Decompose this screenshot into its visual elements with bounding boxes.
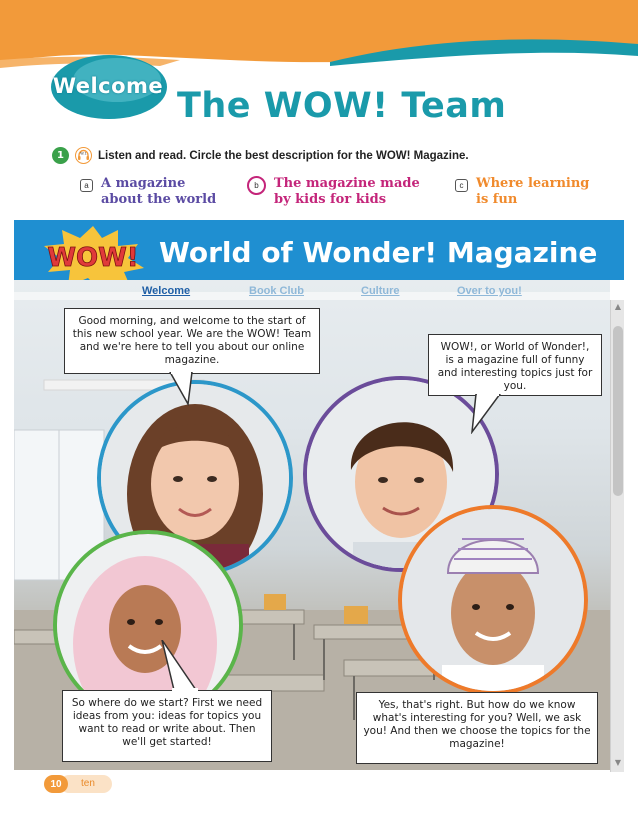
- scrollbar[interactable]: [610, 300, 624, 772]
- wow-logo: [38, 224, 148, 288]
- nav-link-book-club[interactable]: Book Club: [249, 285, 304, 297]
- portrait-boy-kuma-cap: [402, 509, 584, 691]
- scroll-up-arrow-icon[interactable]: ▲: [614, 302, 622, 311]
- option-a[interactable]: [80, 176, 216, 208]
- activity-instruction: [52, 147, 469, 164]
- option-letter: c: [455, 179, 468, 192]
- speech-bubble-bottom-left: So where do we start? First we need ideas from you: ideas for topics you want to read or write about. Then we'll get started!: [62, 690, 272, 762]
- page-title: The WOW! Team: [177, 86, 507, 126]
- wow-logo-text: WOW!: [47, 243, 139, 273]
- speech-bubble-top-left: Good morning, and welcome to the start of this new school year. We are the WOW! Team and we're here to tell you about our online magazine.: [64, 308, 320, 374]
- audio-track-label: W.1: [80, 151, 87, 156]
- page-number-word: ten: [60, 775, 112, 793]
- audio-headphones-icon[interactable]: [75, 147, 92, 164]
- activity-number: 1: [52, 147, 69, 164]
- nav-link-welcome[interactable]: Welcome: [142, 285, 191, 297]
- option-a-line2: about the world: [101, 192, 217, 207]
- bubble-tail: [470, 394, 510, 434]
- speech-bubble-top-right: WOW!, or World of Wonder!, is a magazine full of funny and interesting topics just for you.: [428, 334, 602, 396]
- instruction-text: Listen and read. Circle the best description for the WOW! Magazine.: [98, 149, 469, 162]
- option-letter: a: [80, 179, 93, 192]
- scrollbar-thumb[interactable]: [613, 326, 623, 496]
- portrait-girl-pink-hijab: [57, 534, 239, 716]
- option-a-line1: A magazine: [101, 176, 186, 191]
- speech-bubble-bottom-right: Yes, that's right. But how do we know what's interesting for you? Well, we ask you! And then we choose the topics for the magazine!: [356, 692, 598, 764]
- welcome-badge-label: Welcome: [52, 74, 164, 98]
- magazine-nav: [0, 285, 638, 301]
- scroll-down-arrow-icon[interactable]: ▼: [614, 758, 622, 767]
- option-letter-circled: b: [247, 176, 266, 195]
- option-b[interactable]: [247, 176, 420, 208]
- magazine-title: World of Wonder! Magazine: [159, 236, 598, 269]
- nav-link-over-to-you[interactable]: Over to you!: [457, 285, 522, 297]
- bubble-tail: [158, 640, 198, 692]
- answer-options: [0, 176, 638, 216]
- option-b-line1: The magazine made: [274, 176, 420, 191]
- option-b-line2: by kids for kids: [274, 192, 387, 207]
- avatar-boy-kuma-cap: [398, 505, 588, 695]
- bubble-tail: [168, 372, 194, 406]
- option-c-line1: Where learning: [476, 176, 590, 191]
- page-number: 10: [44, 775, 68, 793]
- option-c[interactable]: [455, 176, 589, 208]
- option-c-line2: is fun: [476, 192, 518, 207]
- nav-link-culture[interactable]: Culture: [361, 285, 400, 297]
